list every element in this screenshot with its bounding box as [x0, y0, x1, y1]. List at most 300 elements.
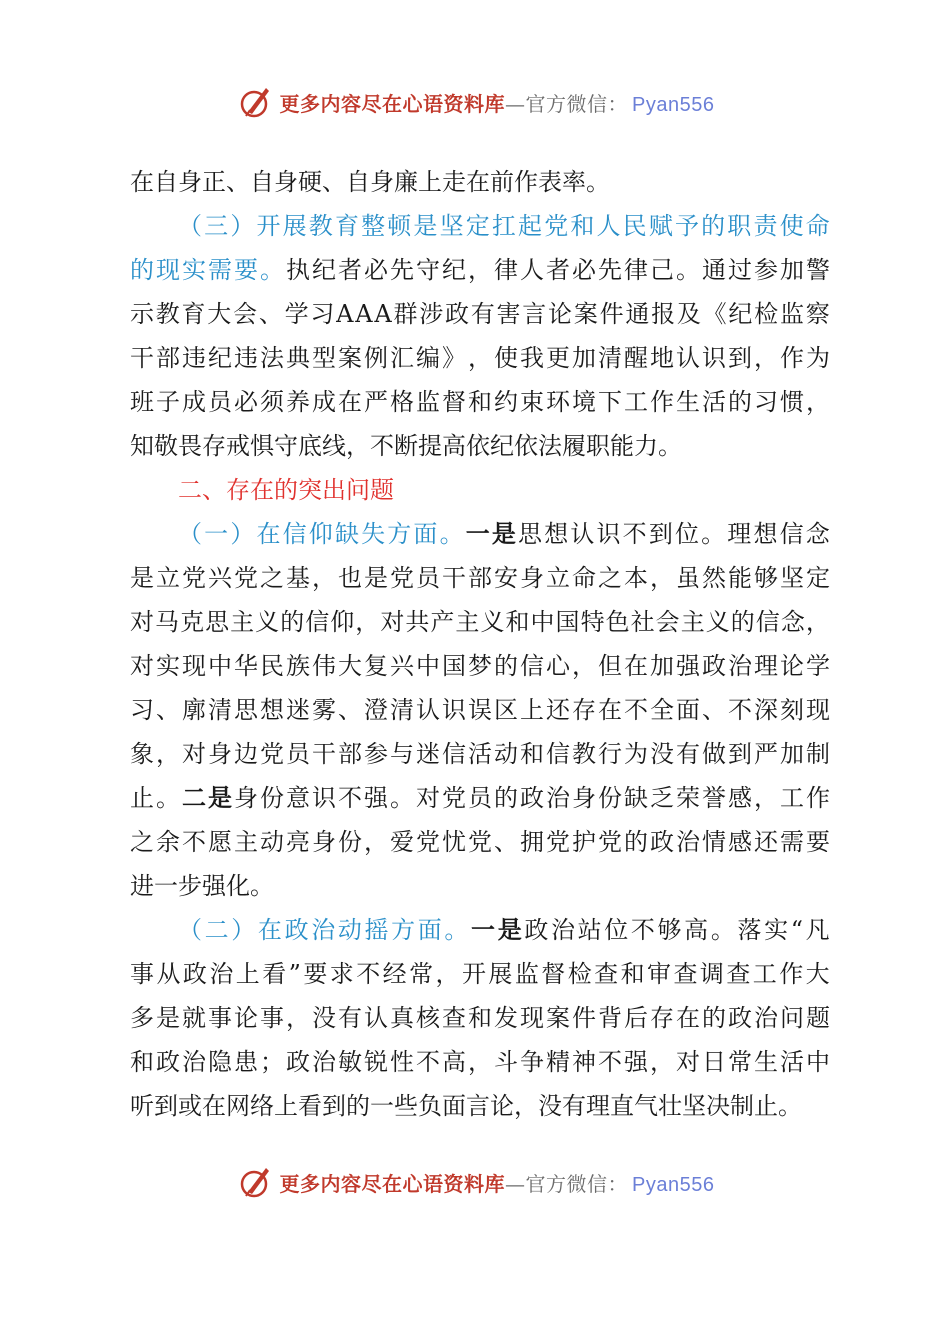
- text-char: 份: [598, 784, 622, 812]
- text-char: 民: [260, 652, 284, 680]
- text-char: 的: [494, 652, 518, 680]
- text-char: 理: [727, 520, 752, 548]
- text-char: 习: [130, 696, 154, 724]
- text-char: 高: [684, 916, 709, 944]
- text-char: 工: [752, 960, 777, 988]
- text-char: 党: [598, 828, 622, 856]
- text-char: 问: [780, 1004, 804, 1032]
- text-char: 型: [312, 344, 336, 372]
- text-char: 特: [580, 608, 605, 636]
- text-char: 有: [676, 740, 700, 768]
- text-char: 强: [676, 652, 700, 680]
- text-char: 员: [286, 740, 310, 768]
- text-char: 件: [572, 1004, 596, 1032]
- text-char: 或: [178, 1092, 202, 1120]
- text-char: 气: [634, 1092, 658, 1120]
- text-char: 干: [442, 564, 466, 592]
- text-char: 干: [130, 344, 154, 372]
- text-char: 境: [572, 388, 596, 416]
- text-char: 通: [625, 300, 650, 328]
- text-char: 坚: [682, 1092, 706, 1120]
- text-char: 一: [471, 915, 496, 944]
- text-char: 念: [805, 520, 830, 548]
- text-char: 兴: [208, 564, 232, 592]
- text-char: 调: [699, 960, 724, 988]
- text-char: 使: [779, 212, 804, 240]
- text-char: 必: [364, 256, 388, 284]
- text-char: 识: [596, 520, 621, 548]
- text-char: 纪: [208, 344, 232, 372]
- header-sep: —官方微信：: [505, 91, 629, 116]
- text-char: 群: [393, 300, 418, 328]
- text-char: 感: [728, 828, 752, 856]
- text-char: 治: [676, 828, 700, 856]
- text-char: 加: [572, 344, 596, 372]
- text-char: 治: [728, 652, 752, 680]
- text-char: 斗: [494, 1048, 518, 1076]
- text-char: （: [178, 520, 202, 548]
- text-char: 和: [130, 1048, 154, 1076]
- text-char: 三: [204, 212, 229, 240]
- text-char: 严: [364, 388, 388, 416]
- text-char: 中: [530, 608, 555, 636]
- text-char: 我: [520, 344, 544, 372]
- text-char: 作: [779, 960, 804, 988]
- text-char: 的: [702, 1004, 726, 1032]
- text-char: ，: [156, 740, 180, 768]
- text-char: 误: [468, 696, 492, 724]
- text-char: 政: [444, 300, 469, 328]
- text-char: 的: [280, 608, 305, 636]
- footer-banner: [0, 1160, 950, 1204]
- text-char: 的: [494, 784, 518, 812]
- text-char: 不: [182, 828, 206, 856]
- text-char: 通: [702, 256, 726, 284]
- text-char: 络: [250, 1092, 274, 1120]
- text-char: 的: [728, 388, 752, 416]
- text-char: 上: [520, 696, 544, 724]
- text-char: 安: [494, 564, 518, 592]
- text-char: 誉: [702, 784, 726, 812]
- text-char: 身: [572, 784, 596, 812]
- text-char: 的: [624, 828, 648, 856]
- text-char: 高: [442, 1048, 466, 1076]
- text-char: 不: [624, 696, 648, 724]
- text-line: [130, 600, 830, 644]
- text-char: 政: [728, 1004, 752, 1032]
- text-char: 进: [130, 872, 154, 900]
- text-char: 活: [468, 740, 492, 768]
- text-char: 信: [442, 740, 466, 768]
- text-char: 真: [390, 1004, 414, 1032]
- text-char: 失: [361, 520, 386, 548]
- text-char: 纪: [728, 300, 753, 328]
- text-char: 对: [130, 608, 154, 636]
- text-char: 职: [586, 432, 610, 460]
- text-char: 爱: [390, 828, 414, 856]
- footer-wechat: Pyan556: [632, 1173, 715, 1196]
- text-char: 主: [234, 828, 258, 856]
- text-char: 人: [520, 256, 544, 284]
- text-char: 扛: [491, 212, 516, 240]
- text-char: 实: [764, 916, 789, 944]
- text-char: 神: [572, 1048, 596, 1076]
- text-char: ，: [754, 784, 778, 812]
- text-char: 政: [650, 828, 674, 856]
- text-char: 身: [274, 168, 298, 196]
- text-char: 没: [312, 1004, 336, 1032]
- text-char: 起: [518, 212, 543, 240]
- text-char: 依: [466, 432, 490, 460]
- text-char: 是: [208, 783, 232, 812]
- text-char: 案: [573, 300, 598, 328]
- text-char: 主: [455, 608, 480, 636]
- text-char: 伟: [312, 652, 336, 680]
- text-line: [130, 952, 830, 996]
- text-char: 实: [182, 256, 206, 284]
- text-char: 使: [494, 344, 518, 372]
- text-char: 到: [154, 1092, 178, 1120]
- text-char: 提: [418, 432, 442, 460]
- text-char: 员: [468, 784, 492, 812]
- text-char: 例: [364, 344, 388, 372]
- text-char: 员: [208, 388, 232, 416]
- text-char: 的: [346, 1092, 370, 1120]
- text-char: 。: [260, 256, 284, 284]
- text-char: 督: [541, 960, 566, 988]
- text-char: 仰: [308, 520, 333, 548]
- text-char: 国: [442, 652, 466, 680]
- text-char: 治: [182, 1048, 206, 1076]
- text-char: 之: [130, 828, 154, 856]
- text-char: 作: [806, 784, 830, 812]
- text-char: 对: [130, 652, 154, 680]
- text-char: 虽: [676, 564, 700, 592]
- text-char: 敏: [338, 1048, 362, 1076]
- text-char: 在: [466, 168, 490, 196]
- text-char: ，: [286, 1004, 310, 1032]
- text-char: 制: [730, 1092, 754, 1120]
- text-char: 立: [156, 564, 180, 592]
- text-char: 知: [130, 432, 154, 460]
- text-char: 在: [257, 916, 282, 944]
- text-char: 步: [178, 872, 202, 900]
- text-char: 断: [394, 432, 418, 460]
- text-char: 查: [726, 960, 751, 988]
- text-char: 教: [572, 740, 596, 768]
- text-char: 工: [780, 784, 804, 812]
- text-char: 要: [303, 960, 328, 988]
- text-char: 不: [370, 432, 394, 460]
- text-line: [130, 248, 830, 292]
- text-char: 题: [806, 1004, 830, 1032]
- text-char: 醒: [624, 344, 648, 372]
- text-char: 、: [202, 476, 226, 504]
- text-char: 对: [182, 740, 206, 768]
- text-char: 背: [598, 1004, 622, 1032]
- text-char: 子: [156, 388, 180, 416]
- text-char: 存: [226, 476, 250, 504]
- text-char: 会: [233, 300, 258, 328]
- text-char: 定: [465, 212, 490, 240]
- text-char: 党: [442, 784, 466, 812]
- text-char: 违: [234, 344, 258, 372]
- text-char: 就: [182, 1004, 206, 1032]
- text-char: 制: [806, 740, 830, 768]
- text-char: 想: [544, 520, 569, 548]
- text-char: 生: [676, 388, 700, 416]
- text-char: 是: [130, 564, 154, 592]
- text-char: 》: [442, 344, 466, 372]
- text-char: 有: [562, 1092, 586, 1120]
- text-char: 刻: [780, 696, 804, 724]
- text-char: ，: [468, 256, 492, 284]
- text-char: 色: [605, 608, 630, 636]
- text-char: 治: [312, 1048, 336, 1076]
- text-char: 养: [286, 388, 310, 416]
- text-char: 学: [806, 652, 830, 680]
- text-char: 。: [439, 520, 464, 548]
- text-char: 履: [562, 432, 586, 460]
- text-char: 监: [514, 960, 539, 988]
- text-char: 义: [480, 608, 505, 636]
- text-char: 决: [706, 1092, 730, 1120]
- text-char: 党: [390, 564, 414, 592]
- text-char: 事: [260, 1004, 284, 1032]
- text-char: 、: [494, 828, 518, 856]
- text-char: 和: [620, 960, 645, 988]
- text-char: 理: [754, 652, 778, 680]
- text-char: 信: [282, 520, 307, 548]
- text-char: 动: [337, 916, 362, 944]
- text-char: 强: [202, 872, 226, 900]
- text-char: 面: [442, 1092, 466, 1120]
- text-char: 者: [338, 256, 362, 284]
- text-char: 约: [494, 388, 518, 416]
- text-char: 不: [356, 960, 381, 988]
- text-char: ）: [231, 916, 256, 944]
- text-char: 治: [550, 916, 575, 944]
- text-char: 面: [676, 696, 700, 724]
- text-char: 论: [234, 1004, 258, 1032]
- text-char: 但: [598, 652, 622, 680]
- text-char: 之: [598, 564, 622, 592]
- text-char: 理: [586, 1092, 610, 1120]
- text-char: 在: [676, 1004, 700, 1032]
- text-char: 认: [570, 520, 595, 548]
- text-char: 开: [256, 212, 281, 240]
- text-char: ，: [514, 1092, 538, 1120]
- text-char: 够: [754, 564, 778, 592]
- text-char: 到: [648, 520, 673, 548]
- text-char: 余: [156, 828, 180, 856]
- text-char: 及: [676, 300, 701, 328]
- text-char: 顿: [387, 212, 412, 240]
- text-char: ）: [230, 212, 255, 240]
- text-char: 对: [416, 784, 440, 812]
- text-char: 需: [208, 256, 232, 284]
- text-char: 摇: [364, 916, 389, 944]
- text-char: 和: [570, 212, 595, 240]
- text-char: 和: [468, 1004, 492, 1032]
- text-line: [130, 688, 830, 732]
- text-char: 论: [490, 1092, 514, 1120]
- text-char: 族: [286, 652, 310, 680]
- text-char: 。: [156, 784, 180, 812]
- text-char: 须: [260, 388, 284, 416]
- text-char: 实: [156, 652, 180, 680]
- text-char: 到: [728, 740, 752, 768]
- text-char: 化: [226, 872, 250, 900]
- text-char: 、: [322, 168, 346, 196]
- text-char: 警: [806, 256, 830, 284]
- text-char: ，: [468, 344, 492, 372]
- text-char: 澄: [364, 696, 388, 724]
- text-char: 束: [520, 388, 544, 416]
- text-char: 思: [518, 520, 543, 548]
- text-char: 害: [496, 300, 521, 328]
- text-char: 认: [364, 1004, 388, 1032]
- text-char: 民: [622, 212, 647, 240]
- text-char: 到: [728, 344, 752, 372]
- text-char: 治: [311, 916, 336, 944]
- text-char: 党: [234, 564, 258, 592]
- text-char: 身: [370, 168, 394, 196]
- text-char: 是: [156, 1004, 180, 1032]
- text-char: 。: [250, 872, 274, 900]
- text-char: 站: [577, 916, 602, 944]
- text-char: 些: [394, 1092, 418, 1120]
- text-char: 编: [416, 344, 440, 372]
- text-char: ，: [806, 388, 830, 416]
- text-char: 兴: [390, 652, 414, 680]
- text-char: 现: [520, 1004, 544, 1032]
- text-char: 拥: [520, 828, 544, 856]
- text-char: 够: [657, 916, 682, 944]
- text-char: 日: [702, 1048, 726, 1076]
- text-line: [130, 556, 830, 600]
- text-char: 大: [207, 300, 232, 328]
- text-char: 言: [522, 300, 547, 328]
- text-char: 位: [604, 916, 629, 944]
- text-char: 部: [156, 344, 180, 372]
- text-char: 清: [598, 344, 622, 372]
- text-char: 检: [567, 960, 592, 988]
- text-char: 克: [180, 608, 205, 636]
- text-char: ，: [355, 608, 380, 636]
- text-char: 职: [727, 212, 752, 240]
- text-char: 党: [260, 740, 284, 768]
- text-char: 习: [754, 388, 778, 416]
- text-char: 在: [202, 1092, 226, 1120]
- text-char: 思: [205, 608, 230, 636]
- text-char: 从: [156, 960, 181, 988]
- text-char: 本: [624, 564, 648, 592]
- text-char: 护: [572, 828, 596, 856]
- text-char: “: [790, 916, 804, 944]
- text-char: 在: [250, 476, 274, 504]
- text-char: 和: [468, 388, 492, 416]
- text-char: 活: [702, 388, 726, 416]
- text-char: 是: [491, 519, 516, 548]
- text-char: A: [374, 300, 392, 328]
- text-char: 身: [312, 828, 336, 856]
- text-char: 查: [594, 960, 619, 988]
- text-char: 清: [390, 696, 414, 724]
- text-char: 没: [650, 740, 674, 768]
- text-char: 政: [286, 1048, 310, 1076]
- text-char: 争: [520, 1048, 544, 1076]
- text-char: 身: [178, 168, 202, 196]
- text-char: 习: [310, 300, 335, 328]
- text-char: 产: [430, 608, 455, 636]
- text-char: 信: [520, 652, 544, 680]
- text-char: 核: [416, 1004, 440, 1032]
- text-char: 惧: [250, 432, 274, 460]
- text-char: 整: [361, 212, 386, 240]
- text-char: 治: [546, 784, 570, 812]
- text-char: 治: [754, 1004, 778, 1032]
- text-char: 为: [624, 740, 648, 768]
- text-char: 、: [258, 300, 283, 328]
- text-char: 律: [624, 256, 648, 284]
- text-line: [130, 336, 830, 380]
- text-char: 二: [182, 783, 206, 812]
- text-char: 二: [204, 916, 229, 944]
- text-char: 发: [494, 1004, 518, 1032]
- text-char: 表: [538, 168, 562, 196]
- text-char: 迷: [416, 740, 440, 768]
- text-char: 典: [286, 344, 310, 372]
- text-char: 命: [572, 564, 596, 592]
- text-char: 为: [806, 344, 830, 372]
- text-char: 学: [284, 300, 309, 328]
- text-char: 后: [624, 1004, 648, 1032]
- text-char: 性: [390, 1048, 414, 1076]
- text-char: 和: [505, 608, 530, 636]
- text-char: 论: [548, 300, 573, 328]
- text-char: 党: [182, 564, 206, 592]
- text-char: ，: [754, 344, 778, 372]
- text-char: 身: [520, 564, 544, 592]
- text-char: 必: [234, 388, 258, 416]
- text-char: 政: [182, 960, 207, 988]
- text-char: 的: [274, 476, 298, 504]
- text-char: 缺: [334, 520, 359, 548]
- text-char: 直: [610, 1092, 634, 1120]
- text-char: 监: [779, 300, 804, 328]
- text-char: 。: [676, 256, 700, 284]
- text-char: 。: [778, 1092, 802, 1120]
- text-char: 荣: [676, 784, 700, 812]
- text-char: 亮: [286, 828, 310, 856]
- text-char: 先: [598, 256, 622, 284]
- text-char: 事: [208, 1004, 232, 1032]
- text-char: 患: [234, 1048, 258, 1076]
- text-char: 认: [416, 696, 440, 724]
- text-char: 硬: [298, 168, 322, 196]
- text-char: 网: [226, 1092, 250, 1120]
- text-char: 廓: [182, 696, 206, 724]
- text-char: 上: [274, 1092, 298, 1120]
- text-char: 乏: [650, 784, 674, 812]
- text-char: 成: [312, 388, 336, 416]
- text-char: ，: [364, 828, 388, 856]
- text-char: 环: [546, 388, 570, 416]
- text-char: 到: [322, 1092, 346, 1120]
- text-char: 地: [650, 344, 674, 372]
- text-char: 汇: [390, 344, 414, 372]
